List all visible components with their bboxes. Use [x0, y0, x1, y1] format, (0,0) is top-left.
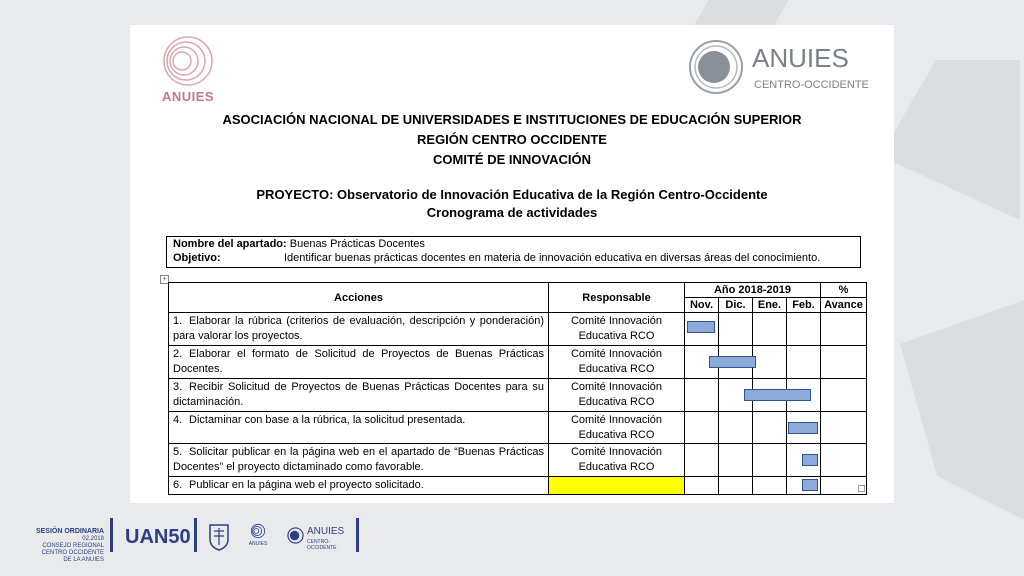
- table-row: [169, 412, 867, 444]
- header-progress: Avance: [821, 298, 867, 313]
- responsible-line1: Comité Innovación: [570, 446, 663, 458]
- heading-line2: REGIÓN CENTRO OCCIDENTE: [417, 132, 607, 147]
- mini-anuies-co-logo: [287, 525, 347, 549]
- action-cell: [169, 379, 549, 412]
- responsible-cell-highlighted: [549, 477, 685, 495]
- header-month: Ene.: [753, 298, 787, 313]
- gantt-cell-nov: [685, 444, 719, 477]
- action-text: Solicitar publicar en la página web en el apartado de “Buenas Prácticas Docentes” el proyecto dictaminado como favorable.: [173, 446, 544, 473]
- document-subtitle: Cronograma de actividades: [426, 205, 598, 220]
- action-cell: [169, 346, 549, 379]
- gantt-cell-feb: [787, 444, 821, 477]
- header-actions: Acciones: [169, 283, 549, 313]
- gantt-cell-dic: [719, 379, 753, 412]
- document-slide: [130, 25, 894, 503]
- action-number: 6.: [173, 479, 183, 491]
- shield-icon: [208, 523, 230, 551]
- responsible-line2: Educativa RCO: [578, 396, 655, 408]
- logo-right-name: ANUIES: [752, 43, 849, 73]
- table-row: [169, 379, 867, 412]
- action-cell: [169, 412, 549, 444]
- anuies-circle-icon: [688, 39, 744, 95]
- table-row: [169, 313, 867, 346]
- gantt-cell-nov: [685, 412, 719, 444]
- action-cell: [169, 477, 549, 495]
- gantt-cell-nov: [685, 379, 719, 412]
- session-block: [18, 528, 104, 564]
- progress-cell: [821, 444, 867, 477]
- action-number: 2.: [173, 348, 183, 360]
- header-month: Feb.: [787, 298, 821, 313]
- gantt-bar: [709, 356, 756, 368]
- session-title: SESIÓN ORDINARIA: [35, 528, 104, 535]
- gantt-cell-feb: [787, 412, 821, 444]
- section-row: [173, 238, 425, 250]
- logo-right-subtitle: CENTRO-OCCIDENTE: [754, 79, 869, 91]
- progress-cell: [821, 412, 867, 444]
- mini-logo-name: ANUIES: [307, 526, 345, 537]
- schedule-table: [168, 282, 867, 495]
- progress-cell: [821, 379, 867, 412]
- gantt-cell-feb: [787, 346, 821, 379]
- responsible-cell: [549, 346, 685, 379]
- action-text: Dictaminar con base a la rúbrica, la solicitud presentada.: [189, 414, 466, 426]
- table-row: [169, 346, 867, 379]
- responsible-line1: Comité Innovación: [570, 315, 663, 327]
- gantt-bar: [802, 479, 818, 491]
- session-line2: DE LA ANUIES: [63, 557, 104, 563]
- table-row: [169, 477, 867, 495]
- rings-icon: [162, 35, 214, 87]
- background-decoration: [900, 300, 1024, 520]
- objective-value: Identificar buenas prácticas docentes en materia de innovación educativa en diversas áreas del conocimiento.: [284, 252, 821, 264]
- anuies-logo-right: [688, 39, 888, 99]
- gantt-cell-ene: [753, 444, 787, 477]
- anuies-logo-left: [156, 35, 220, 105]
- heading-line1: ASOCIACIÓN NACIONAL DE UNIVERSIDADES E INSTITUCIONES DE EDUCACIÓN SUPERIOR: [222, 112, 802, 127]
- table-resize-handle-icon[interactable]: [858, 485, 865, 492]
- action-text: Elaborar el formato de Solicitud de Proyectos de Buenas Prácticas Docentes.: [173, 348, 544, 375]
- session-line1: CONSEJO REGIONAL CENTRO OCCIDENTE: [41, 543, 104, 556]
- gantt-cell-nov: [685, 346, 719, 379]
- project-title: PROYECTO: Observatorio de Innovación Educativa de la Región Centro-Occidente: [256, 187, 768, 202]
- objective-label: Objetivo:: [173, 252, 221, 264]
- action-cell: [169, 313, 549, 346]
- rings-icon: [248, 522, 268, 540]
- progress-cell: [821, 346, 867, 379]
- mini-anuies-text: ANUIES: [248, 541, 268, 547]
- gantt-bar: [802, 454, 818, 466]
- action-number: 3.: [173, 381, 183, 393]
- responsible-cell: [549, 412, 685, 444]
- footer-separator: [110, 518, 113, 552]
- gantt-cell-dic: [719, 313, 753, 346]
- responsible-line1: Comité Innovación: [570, 414, 663, 426]
- gantt-cell-ene: [753, 477, 787, 495]
- action-text: Publicar en la página web el proyecto solicitado.: [189, 479, 424, 491]
- section-label: Nombre del apartado:: [173, 238, 287, 250]
- table-move-handle-icon[interactable]: +: [160, 275, 169, 284]
- gantt-cell-feb: [787, 477, 821, 495]
- action-text: Recibir Solicitud de Proyectos de Buenas Prácticas Docentes para su dictaminación.: [173, 381, 544, 408]
- mini-anuies-logo: [246, 522, 270, 552]
- gantt-cell-ene: [753, 412, 787, 444]
- responsible-line2: Educativa RCO: [578, 461, 655, 473]
- gantt-cell-dic: [719, 444, 753, 477]
- session-code: 02.2018: [82, 536, 104, 542]
- responsible-line1: Comité Innovación: [570, 381, 663, 393]
- gantt-cell-ene: [753, 313, 787, 346]
- table-row: [169, 444, 867, 477]
- gantt-cell-dic: [719, 412, 753, 444]
- gantt-cell-dic: [719, 477, 753, 495]
- header-responsible: Responsable: [549, 283, 685, 313]
- responsible-line2: Educativa RCO: [578, 363, 655, 375]
- mini-logo-sub: CENTRO-OCCIDENTE: [307, 539, 337, 551]
- action-cell: [169, 444, 549, 477]
- uan-logo: UAN50: [125, 526, 191, 548]
- heading-line3: COMITÉ DE INNOVACIÓN: [433, 152, 591, 167]
- gantt-bar: [788, 422, 818, 434]
- responsible-cell: [549, 379, 685, 412]
- responsible-line1: Comité Innovación: [570, 348, 663, 360]
- gantt-cell-feb: [787, 313, 821, 346]
- progress-cell: [821, 313, 867, 346]
- objective-row: [173, 252, 820, 264]
- header-month: Dic.: [719, 298, 753, 313]
- responsible-cell: [549, 313, 685, 346]
- header-percent: %: [821, 283, 867, 298]
- action-number: 5.: [173, 446, 183, 458]
- footer-separator: [356, 518, 359, 552]
- action-number: 1.: [173, 315, 183, 327]
- gantt-cell-nov: [685, 313, 719, 346]
- gantt-cell-nov: [685, 477, 719, 495]
- info-box: [166, 236, 861, 268]
- background-decoration: [880, 60, 1020, 220]
- header-month: Nov.: [685, 298, 719, 313]
- action-text: Elaborar la rúbrica (criterios de evaluación, descripción y ponderación) para valorar los proyectos.: [173, 315, 544, 342]
- action-number: 4.: [173, 414, 183, 426]
- gantt-cell-ene: [753, 346, 787, 379]
- responsible-line2: Educativa RCO: [578, 429, 655, 441]
- logo-left-text: ANUIES: [161, 89, 215, 104]
- responsible-line2: Educativa RCO: [578, 330, 655, 342]
- gantt-bar: [744, 389, 811, 401]
- anuies-circle-icon: [287, 527, 304, 544]
- footer-separator: [194, 518, 197, 552]
- header-year: Año 2018-2019: [685, 283, 821, 298]
- responsible-cell: [549, 444, 685, 477]
- gantt-bar: [687, 321, 715, 333]
- section-value: Buenas Prácticas Docentes: [289, 238, 425, 250]
